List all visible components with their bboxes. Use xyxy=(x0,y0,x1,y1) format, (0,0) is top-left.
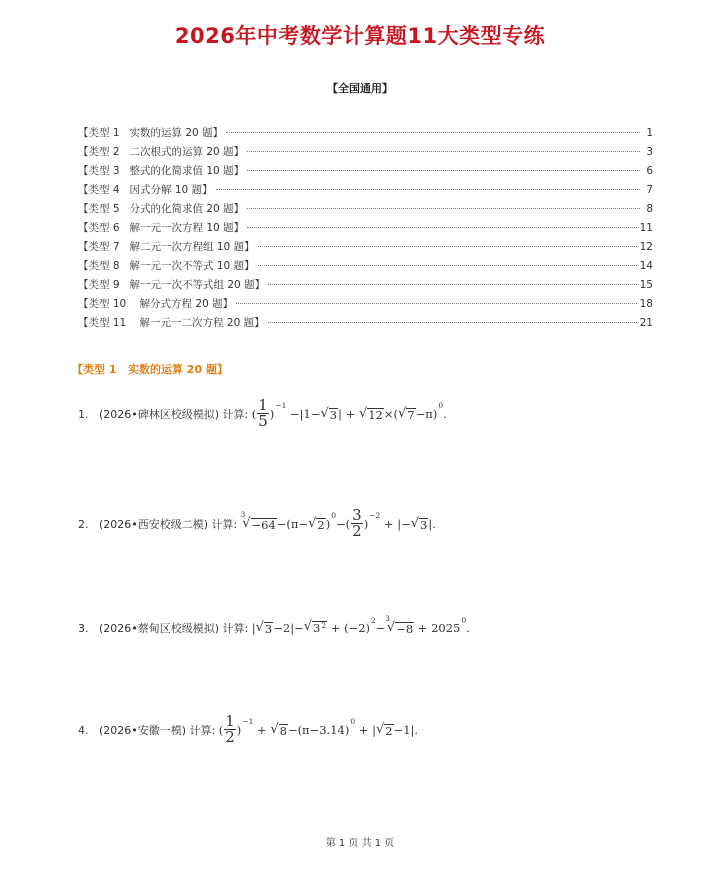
toc-leader xyxy=(216,189,640,190)
page-title: 2026年中考数学计算题11大类型专练 xyxy=(174,24,546,48)
toc-label: 【类型 3 整式的化简求值 10 题】 xyxy=(78,165,245,177)
radical: √ 2 xyxy=(375,721,393,738)
section-heading: 【类型 1 实数的运算 20 题】 xyxy=(72,363,228,376)
toc-label: 【类型 9 解一元一次不等式组 20 题】 xyxy=(78,279,266,291)
toc-label: 【类型 8 解一元一次不等式 10 题】 xyxy=(78,260,255,272)
toc-label: 【类型 5 分式的化简求值 20 题】 xyxy=(78,203,245,215)
problem-expression: ( $\frac{1}{5}$ ) −1 −|1− √ 3 | + √ 12 ×( √ 7 −π) 0 . xyxy=(251,396,447,430)
problem-1 xyxy=(78,398,447,429)
toc-item-3[interactable] xyxy=(78,163,653,182)
radical: √ 2 xyxy=(308,515,325,532)
toc-page-number: 7 xyxy=(646,184,653,196)
toc-page-number: 11 xyxy=(639,222,653,234)
problem-expression: ( $\frac{1}{2}$ ) −1 + √ 8 −(π−3.14) 0 + | √ 2 −1|. xyxy=(218,712,419,746)
problem-expression: 3 √ −64 −(π− √ 2 ) 0 −( $\frac{3}{2}$ ) −2 + |− √ 3 |. xyxy=(240,506,436,540)
toc-leader xyxy=(247,208,640,209)
radical: √ 7 xyxy=(398,405,415,422)
toc-label: 【类型 6 解一元一次方程 10 题】 xyxy=(78,222,245,234)
toc-item-11[interactable] xyxy=(78,315,653,334)
page-subtitle: 【全国通用】 xyxy=(327,82,393,95)
problem-prefix: 4. (2026•安徽一模) 计算: xyxy=(78,723,219,737)
radical: √ 3 xyxy=(410,515,428,532)
toc-page-number: 21 xyxy=(639,317,653,329)
toc-leader xyxy=(247,151,640,152)
toc-page-number: 3 xyxy=(646,146,653,158)
radical: √ 3 xyxy=(255,620,273,636)
fraction: $\frac{3}{2}$ xyxy=(352,506,362,540)
toc-item-10[interactable] xyxy=(78,296,653,315)
problem-prefix: 3. (2026•蔡甸区校级模拟) 计算: xyxy=(78,622,252,635)
toc-label: 【类型 11 解一元一二次方程 20 题】 xyxy=(78,317,265,329)
toc-leader xyxy=(268,284,637,285)
problem-2 xyxy=(78,508,436,539)
problem-expression: | √ 3 −2|− √ $3^2$ + (−2) 2 − 3 √ −8 + 2025 0 . xyxy=(251,615,470,636)
toc-page-number: 8 xyxy=(646,203,653,215)
toc-item-6[interactable] xyxy=(78,220,653,239)
fraction: $\frac{1}{2}$ xyxy=(225,712,235,746)
toc-leader xyxy=(268,322,637,323)
toc-page-number: 6 xyxy=(646,165,653,177)
toc-label: 【类型 10 解分式方程 20 题】 xyxy=(78,298,234,310)
toc-leader xyxy=(247,227,637,228)
toc-leader xyxy=(258,265,637,266)
toc-item-8[interactable] xyxy=(78,258,653,277)
cube-root: 3 √ −64 xyxy=(240,510,276,532)
problem-3 xyxy=(78,615,470,636)
toc-leader xyxy=(236,303,637,304)
problem-prefix: 1. (2026•碑林区校级模拟) 计算: xyxy=(78,407,252,421)
toc-item-7[interactable] xyxy=(78,239,653,258)
toc-label: 【类型 2 二次根式的运算 20 题】 xyxy=(78,146,245,158)
toc-page-number: 1 xyxy=(646,127,653,139)
toc-item-1[interactable] xyxy=(78,125,653,144)
radical: √ 3 xyxy=(320,405,338,422)
toc-label: 【类型 7 解二元一次方程组 10 题】 xyxy=(78,241,255,253)
toc-page-number: 15 xyxy=(639,279,653,291)
toc-page-number: 12 xyxy=(639,241,653,253)
toc-item-9[interactable] xyxy=(78,277,653,296)
page-footer: 第 1 页 共 1 页 xyxy=(325,838,395,849)
toc-leader xyxy=(258,246,637,247)
toc-page-number: 18 xyxy=(639,298,653,310)
problem-prefix: 2. (2026•西安校级二模) 计算: xyxy=(78,517,241,531)
toc-leader xyxy=(226,132,640,133)
radical: √ $3^2$ xyxy=(303,619,327,635)
fraction: $\frac{1}{5}$ xyxy=(258,396,268,430)
cube-root: 3 √ −8 xyxy=(385,615,414,636)
toc-page-number: 14 xyxy=(639,260,653,272)
toc-label: 【类型 1 实数的运算 20 题】 xyxy=(78,127,224,139)
toc-leader xyxy=(247,170,640,171)
toc-label: 【类型 4 因式分解 10 题】 xyxy=(78,184,213,196)
table-of-contents xyxy=(78,125,653,334)
toc-item-4[interactable] xyxy=(78,182,653,201)
toc-item-5[interactable] xyxy=(78,201,653,220)
radical: √ 12 xyxy=(358,405,383,422)
radical: √ 8 xyxy=(270,721,287,738)
problem-4 xyxy=(78,714,418,745)
toc-item-2[interactable] xyxy=(78,144,653,163)
